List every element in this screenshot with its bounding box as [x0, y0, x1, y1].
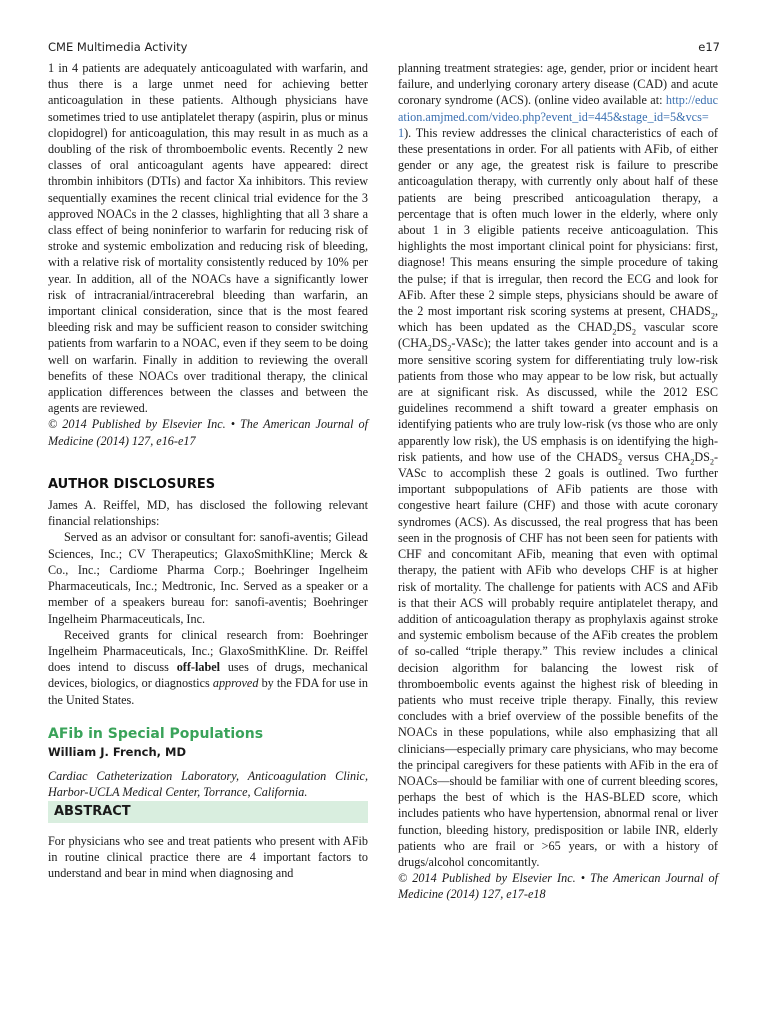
author-affiliation: Cardiac Catheterization Laboratory, Anticoagulation Clinic, Harbor-UCLA Medical Center, Torrance, California. — [48, 769, 368, 800]
abstract-text-2: ). This review addresses the clinical characteristics of each of these presentations in order. For all patients with AFib, of either gender or any age, the greatest risk is failure to prescribe anticoagulation therapy, with currently only about half of these patients are being prescribed anticoagulation therapy, a percentage that is often much lower in the elderly, where only about 1 in 3 eligible patients receive anticoagulation. This highlights the most important clinical point for physicians: first, diagnose! This means ensuring the simple procedure of taking the pulse; if that is irregular, then record the ECG and look for AFib. After these 2 simple steps, physicians should be aware of the 2 most important risk scoring systems at present, CHADS — [398, 125, 718, 319]
subscript: 2 — [709, 457, 714, 467]
abstract-text-9: DS — [694, 449, 710, 464]
intro-paragraph: 1 in 4 patients are adequately anticoagulated with warfarin, and thus there is a large unmet need for achieving better anticoagulation in these patients. Although physicians have sometimes tried to use antiplatelet therapy (aspirin, plus or minus clopidogrel) for anticoagulation, this may result in as much as a doubling of the risk of thromboembolic events. Recently 2 new classes of oral anticoagulant agents have appeared: direct thrombin inhibitors (DTIs) and factor Xa inhibitors. This review sequentially examines the recent clinical trial evidence for the 3 approved NOACs in the 2 classes, highlighting that all 3 share a class effect of being noninferior to warfarin for reducing risk of stroke and systemic embolization and reducing risk of bleeding, with a relative risk of mortality consistently reduced by 10% per year. In addition, all of the NOACs have a significantly lower risk of intracranial/intracerebral bleeding than warfarin, an important clinical consideration, since that is the most feared bleeding risk and may be sufficient reason to consider switching patients from warfarin to a NOAC, even if they seem to be doing well on warfarin. Finally in addition to reviewing the overall benefits of these NOACs over traditional therapy, the clinical application differences between the classes and between the agents are reviewed. — [48, 61, 368, 416]
page-number: e17 — [698, 40, 720, 54]
abstract-continued — [398, 60, 718, 870]
subscript: 2 — [710, 311, 715, 321]
right-column — [398, 60, 718, 903]
disclosures-heading: AUTHOR DISCLOSURES — [48, 476, 216, 492]
subscript: 2 — [612, 327, 617, 337]
disclosure-grants-text-c: by the FDA for use in the United States. — [48, 676, 368, 707]
disclosure-intro: James A. Reiffel, MD, has disclosed the following relevant financial relationships: — [48, 498, 368, 529]
approved-term: approved — [212, 676, 259, 691]
off-label-term: off-label — [176, 660, 221, 675]
abstract-text-6: DS — [431, 336, 448, 351]
abstract-text-7: -VASc); the latter takes gender into account and is a more sensitive scoring system for differentiating truly low-risk patients from those who may appear to be low risk, but actually are at significant risk. As discussed, while the 2012 ESC guidelines recommend a shift toward a greater emphasis on identifying patients who are truly low-risk (vs those who are only apparently low risk), the US emphasis is on identifying the high-risk patients, and how use of the CHADS — [398, 336, 718, 464]
abstract-text-10: -VASc to accomplish these 2 goals is outlined. Two further important subpopulations of AFib patients are those with congestive heart failure (CHF) and those with acute coronary syndromes (ACS). As discussed, the real progress that has been seen in the prognosis of CHF has not been seen for patients with CHF and concomitant AFib, meaning that even with optimal therapy, the patient with AFib who develops CHF is at higher risk of mortality. The challenge for patients with ACS and AFib is that their ACS will probably require antiplatelet therapy, and addition of anticoagulation therapy as prophylaxis against stroke and systemic embolism because of the AFib creates the problem of so-called “triple therapy.” This review includes a clinical decision algorithm for balancing the lowest risk of thromboembolic events against the highest risk of bleeding in patients who must receive triple therapy. Finally, this review concludes with a brief overview of the possible benefits of the NOACs in these populations, while also emphasizing that all clinicians—especially primary care physicians, who may become the principal caregivers for these patients with AFib in the era of NOACs—should be familiar with one of current bleeding scores, perhaps the best of which is the HAS-BLED score, which includes patients who have hypertension, abnormal renal or liver function, bleeding history, predisposition or labile INR, elderly patients who are frail or >65 years, or with a history of drugs/alcohol concomitantly. — [398, 449, 718, 869]
subscript: 2 — [631, 327, 636, 337]
abstract-heading: ABSTRACT — [48, 801, 368, 823]
abstract-text-5: vascular score (CHA — [398, 320, 718, 351]
disclosure-advisor: Served as an advisor or consultant for: sanofi-aventis; Gilead Sciences, Inc.; CV Therapeutics; GlaxoSmithKline; Merck & Co., Inc.; Cardiome Pharma Corp.; Boehringer Ingelheim Pharmaceuticals, Inc.; Medtronic, Inc. Served as a speaker or a member of a speakers bureau for: sanofi-aventis; Boehringer Ingelheim Pharmaceuticals, Inc. — [48, 530, 368, 626]
article-author: William J. French, MD — [48, 744, 186, 759]
subscript: 2 — [427, 343, 432, 353]
abstract-text-4: DS — [616, 320, 632, 335]
section-name: CME Multimedia Activity — [48, 40, 188, 54]
subscript: 2 — [618, 457, 623, 467]
left-column — [48, 60, 368, 881]
abstract-start: For physicians who see and treat patients who present with AFib in routine clinical practice there are 4 important factors to understand and bear in mind when diagnosing and — [48, 833, 368, 881]
video-link[interactable]: http://education.amjmed.com/video.php?event_id=445&stage_id=5&vcs=1 — [398, 93, 718, 140]
article-title: AFib in Special Populations — [48, 725, 264, 742]
disclosure-grants — [48, 627, 368, 708]
page-header — [48, 40, 720, 58]
abstract-text-1: planning treatment strategies: age, gender, prior or incident heart failure, and underlying coronary artery disease (CAD) and acute coronary syndrome (ACS). (online video available at: — [398, 61, 718, 108]
citation-left: © 2014 Published by Elsevier Inc. • The American Journal of Medicine (2014) 127, e16-e17 — [48, 417, 368, 448]
abstract-text-8: versus CHA — [622, 449, 691, 464]
disclosure-grants-text-a: Received grants for clinical research from: Boehringer Ingelheim Pharmaceuticals, Inc.; GlaxoSmithKline. Dr. Reiffel does intend to discuss — [48, 627, 368, 675]
disclosure-grants-text-b: uses of drugs, mechanical devices, biologics, or diagnostics — [48, 660, 368, 691]
subscript: 2 — [690, 457, 695, 467]
subscript: 2 — [447, 343, 452, 353]
citation-right: © 2014 Published by Elsevier Inc. • The American Journal of Medicine (2014) 127, e17-e18 — [398, 871, 718, 902]
abstract-text-3: , which has been updated as the CHAD — [398, 304, 718, 335]
